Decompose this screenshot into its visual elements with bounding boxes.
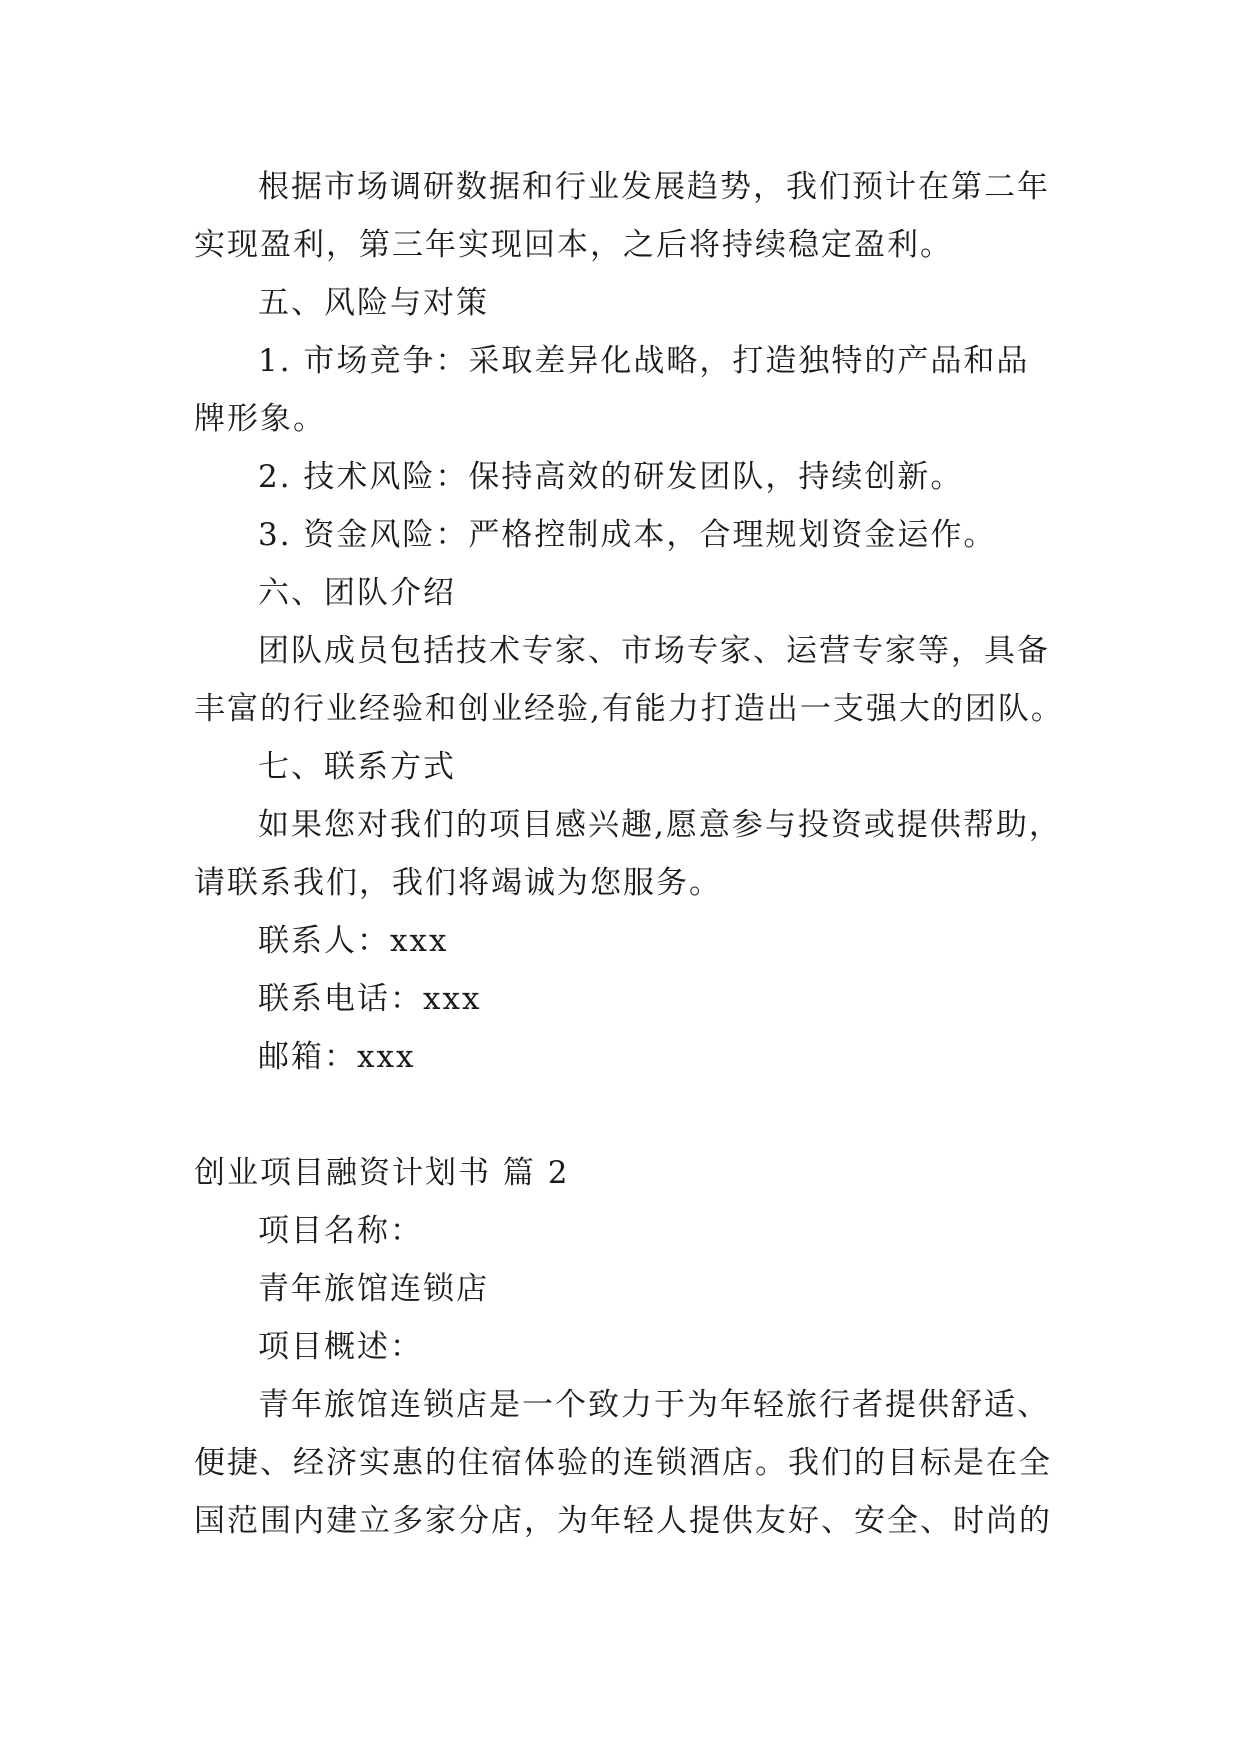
paragraph-team-line-1: 团队成员包括技术专家、市场专家、运营专家等，具备 bbox=[258, 633, 1050, 669]
paragraph-overview-line-2: 便捷、经济实惠的住宿体验的连锁酒店。我们的目标是在全 bbox=[194, 1445, 1052, 1481]
risk-item-3: 3. 资金风险：严格控制成本，合理规划资金运作。 bbox=[258, 517, 997, 553]
paragraph-overview-line-1: 青年旅馆连锁店是一个致力于为年轻旅行者提供舒适、 bbox=[258, 1387, 1050, 1423]
paragraph-contact-line-2: 请联系我们，我们将竭诚为您服务。 bbox=[194, 865, 722, 901]
contact-phone: 联系电话：xxx bbox=[258, 981, 482, 1017]
section-heading-contact: 七、联系方式 bbox=[258, 749, 456, 785]
section-heading-team: 六、团队介绍 bbox=[258, 575, 456, 611]
project-name-label: 项目名称： bbox=[258, 1213, 423, 1249]
risk-item-1-line-1: 1. 市场竞争：采取差异化战略，打造独特的产品和品 bbox=[258, 343, 1030, 379]
section-heading-risks: 五、风险与对策 bbox=[258, 285, 489, 321]
contact-person: 联系人：xxx bbox=[258, 923, 449, 959]
contact-email: 邮箱：xxx bbox=[258, 1039, 416, 1075]
paragraph-contact-line-1: 如果您对我们的项目感兴趣,愿意参与投资或提供帮助， bbox=[258, 807, 1062, 843]
paragraph-team-line-2: 丰富的行业经验和创业经验,有能力打造出一支强大的团队。 bbox=[194, 691, 1064, 727]
article-title-part-2: 创业项目融资计划书 篇 2 bbox=[194, 1155, 570, 1191]
project-name-value: 青年旅馆连锁店 bbox=[258, 1271, 489, 1307]
paragraph-profit-forecast-line-2: 实现盈利，第三年实现回本，之后将持续稳定盈利。 bbox=[194, 227, 953, 263]
risk-item-1-line-2: 牌形象。 bbox=[194, 401, 326, 437]
paragraph-profit-forecast-line-1: 根据市场调研数据和行业发展趋势，我们预计在第二年 bbox=[258, 169, 1050, 205]
project-overview-label: 项目概述： bbox=[258, 1329, 423, 1365]
paragraph-overview-line-3: 国范围内建立多家分店，为年轻人提供友好、安全、时尚的 bbox=[194, 1503, 1052, 1539]
risk-item-2: 2. 技术风险：保持高效的研发团队，持续创新。 bbox=[258, 459, 964, 495]
